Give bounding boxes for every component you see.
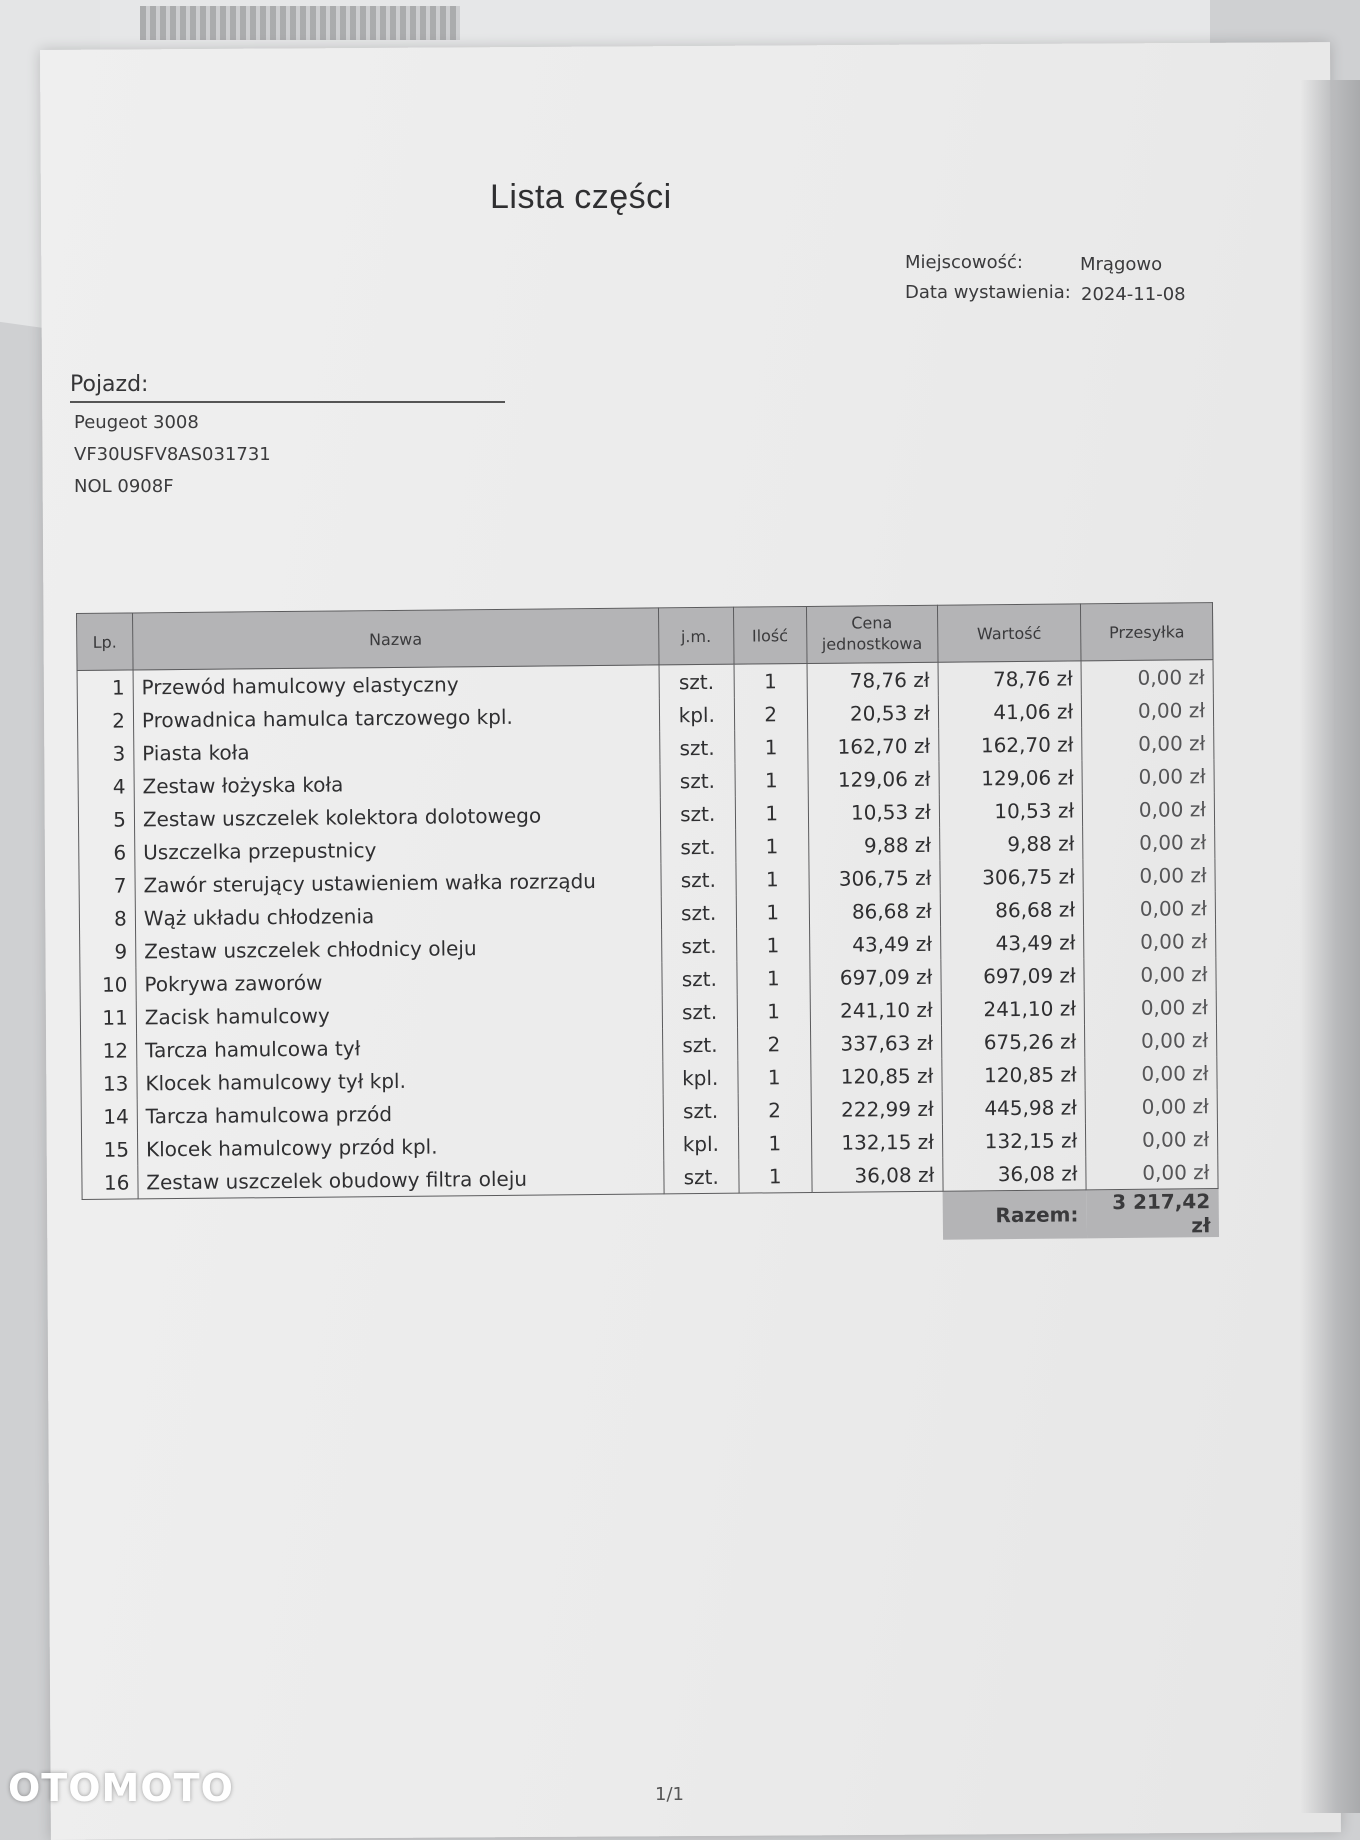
cell-value: 41,06 zł [938, 694, 1082, 728]
cell-name: Zacisk hamulcowy [136, 995, 662, 1033]
page-number: 1/1 [655, 1784, 684, 1805]
header-qty: Ilość [733, 606, 806, 664]
cell-lp: 8 [79, 901, 135, 935]
cell-name: Klocek hamulcowy tył kpl. [137, 1061, 663, 1099]
cell-lp: 2 [77, 703, 133, 737]
vehicle-heading: Pojazd: [70, 372, 505, 403]
cell-lp: 5 [78, 802, 134, 836]
cell-qty: 1 [737, 994, 810, 1028]
cell-unit-price: 20,53 zł [807, 696, 939, 730]
cell-name: Zestaw uszczelek kolektora dolotowego [134, 797, 660, 835]
cell-unit: szt. [660, 797, 736, 831]
cell-shipping: 0,00 zł [1085, 1023, 1217, 1057]
cell-unit-price: 9,88 zł [808, 828, 940, 862]
cell-value: 241,10 zł [941, 991, 1085, 1025]
cell-name: Prowadnica hamulca tarczowego kpl. [133, 698, 659, 736]
cell-lp: 11 [80, 1000, 136, 1034]
cell-name: Tarcza hamulcowa tył [136, 1028, 662, 1066]
otomoto-watermark: OTOMOTO [8, 1766, 234, 1810]
cell-qty: 1 [739, 1159, 812, 1193]
vehicle-plate: NOL 0908F [74, 476, 174, 497]
cell-value: 697,09 zł [941, 958, 1085, 992]
cell-qty: 1 [737, 961, 810, 995]
cell-shipping: 0,00 zł [1084, 924, 1216, 958]
page-edge-shadow [1300, 80, 1360, 1813]
cell-qty: 1 [736, 862, 809, 896]
cell-unit: szt. [660, 764, 736, 798]
cell-unit-price: 241,10 zł [810, 993, 942, 1027]
cell-shipping: 0,00 zł [1084, 957, 1216, 991]
cell-name: Zestaw uszczelek chłodnicy oleju [135, 929, 661, 967]
header-unit-price-line2: jednostkowa [821, 633, 923, 654]
cell-qty: 1 [735, 796, 808, 830]
cell-unit: szt. [662, 1028, 738, 1062]
cell-qty: 1 [734, 663, 807, 697]
place-value: Mrągowo [1080, 254, 1163, 275]
cell-qty: 1 [736, 895, 809, 929]
cell-unit: szt. [662, 962, 738, 996]
cell-unit: szt. [659, 731, 735, 765]
header-value: Wartość [937, 604, 1081, 662]
place-label: Miejscowość: [905, 252, 1023, 273]
cell-value: 129,06 zł [939, 760, 1083, 794]
cell-unit: szt. [659, 664, 735, 698]
cell-name: Klocek hamulcowy przód kpl. [137, 1127, 663, 1165]
cell-unit: szt. [661, 929, 737, 963]
cell-unit-price: 10,53 zł [808, 795, 940, 829]
cell-shipping: 0,00 zł [1083, 858, 1215, 892]
cell-unit-price: 162,70 zł [807, 729, 939, 763]
cell-qty: 1 [738, 1126, 811, 1160]
cell-value: 86,68 zł [940, 892, 1084, 926]
cell-unit-price: 43,49 zł [809, 927, 941, 961]
cell-lp: 14 [81, 1099, 137, 1133]
cell-lp: 15 [81, 1132, 137, 1166]
cell-unit-price: 222,99 zł [811, 1092, 943, 1126]
vehicle-vin: VF30USFV8AS031731 [74, 444, 271, 465]
cell-lp: 4 [78, 769, 134, 803]
cell-lp: 13 [81, 1066, 137, 1100]
total-value: 3 217,42 zł [1086, 1189, 1218, 1239]
cell-qty: 1 [738, 1060, 811, 1094]
cell-qty: 2 [734, 697, 807, 731]
cell-name: Zawór sterujący ustawieniem wałka rozrządu [135, 863, 661, 901]
cell-unit-price: 132,15 zł [811, 1125, 943, 1159]
cell-value: 9,88 zł [939, 826, 1083, 860]
cell-name: Pokrywa zaworów [136, 962, 662, 1000]
cell-name: Przewód hamulcowy elastyczny [133, 665, 659, 704]
cell-unit-price: 129,06 zł [808, 762, 940, 796]
header-unit-price-line1: Cena [851, 613, 893, 633]
cell-lp: 7 [79, 868, 135, 902]
cell-unit-price: 86,68 zł [809, 894, 941, 928]
cell-name: Wąż układu chłodzenia [135, 896, 661, 934]
cell-shipping: 0,00 zł [1082, 726, 1214, 760]
cell-unit-price: 120,85 zł [810, 1059, 942, 1093]
cell-qty: 1 [735, 730, 808, 764]
cell-qty: 2 [738, 1093, 811, 1127]
document-title: Lista części [490, 178, 672, 216]
cell-shipping: 0,00 zł [1086, 1122, 1218, 1156]
header-shipping: Przesyłka [1081, 603, 1213, 661]
cell-value: 36,08 zł [943, 1156, 1087, 1191]
cell-shipping: 0,00 zł [1085, 1089, 1217, 1123]
cell-lp: 10 [80, 967, 136, 1001]
cell-value: 120,85 zł [942, 1057, 1086, 1091]
total-label: Razem: [943, 1190, 1087, 1240]
cell-shipping: 0,00 zł [1086, 1155, 1218, 1190]
cell-qty: 1 [735, 763, 808, 797]
cell-shipping: 0,00 zł [1082, 759, 1214, 793]
cell-shipping: 0,00 zł [1081, 693, 1213, 727]
cell-unit: szt. [663, 1160, 739, 1194]
cell-shipping: 0,00 zł [1084, 990, 1216, 1024]
header-unit: j.m. [658, 607, 734, 665]
cell-qty: 1 [735, 829, 808, 863]
cell-value: 43,49 zł [940, 925, 1084, 959]
cell-lp: 1 [77, 670, 133, 704]
cell-unit: szt. [662, 995, 738, 1029]
cell-name: Piasta koła [134, 731, 660, 769]
cell-value: 132,15 zł [942, 1123, 1086, 1157]
date-value: 2024-11-08 [1081, 284, 1186, 305]
cell-value: 78,76 zł [938, 661, 1082, 696]
vehicle-model: Peugeot 3008 [74, 412, 199, 433]
cell-shipping: 0,00 zł [1085, 1056, 1217, 1090]
cell-lp: 6 [79, 835, 135, 869]
cell-shipping: 0,00 zł [1082, 792, 1214, 826]
cell-lp: 3 [78, 736, 134, 770]
cell-name: Zestaw uszczelek obudowy filtra oleju [138, 1160, 664, 1199]
cell-value: 10,53 zł [939, 793, 1083, 827]
date-label: Data wystawienia: [905, 282, 1071, 303]
cell-value: 162,70 zł [938, 727, 1082, 761]
cell-qty: 1 [736, 928, 809, 962]
background-logo-fragment [140, 6, 460, 40]
cell-unit: kpl. [659, 698, 735, 732]
header-name: Nazwa [132, 608, 658, 670]
cell-lp: 16 [82, 1165, 138, 1199]
cell-unit-price: 337,63 zł [810, 1026, 942, 1060]
cell-unit-price: 78,76 zł [807, 662, 939, 697]
cell-unit: szt. [660, 830, 736, 864]
cell-unit-price: 697,09 zł [809, 960, 941, 994]
cell-unit: kpl. [663, 1061, 739, 1095]
cell-lp: 9 [80, 934, 136, 968]
cell-shipping: 0,00 zł [1083, 891, 1215, 925]
header-lp: Lp. [77, 613, 133, 671]
cell-unit: kpl. [663, 1127, 739, 1161]
cell-lp: 12 [81, 1033, 137, 1067]
cell-name: Zestaw łożyska koła [134, 764, 660, 802]
cell-name: Tarcza hamulcowa przód [137, 1094, 663, 1132]
cell-unit: szt. [661, 896, 737, 930]
header-unit-price [806, 605, 938, 663]
cell-shipping: 0,00 zł [1083, 825, 1215, 859]
cell-unit-price: 36,08 zł [811, 1158, 943, 1193]
cell-value: 445,98 zł [942, 1090, 1086, 1124]
parts-table [76, 602, 1219, 1248]
cell-name: Uszczelka przepustnicy [135, 830, 661, 868]
cell-unit: szt. [661, 863, 737, 897]
cell-unit-price: 306,75 zł [809, 861, 941, 895]
cell-unit: szt. [663, 1094, 739, 1128]
cell-qty: 2 [737, 1027, 810, 1061]
cell-shipping: 0,00 zł [1081, 660, 1213, 695]
cell-value: 306,75 zł [940, 859, 1084, 893]
cell-value: 675,26 zł [941, 1024, 1085, 1058]
